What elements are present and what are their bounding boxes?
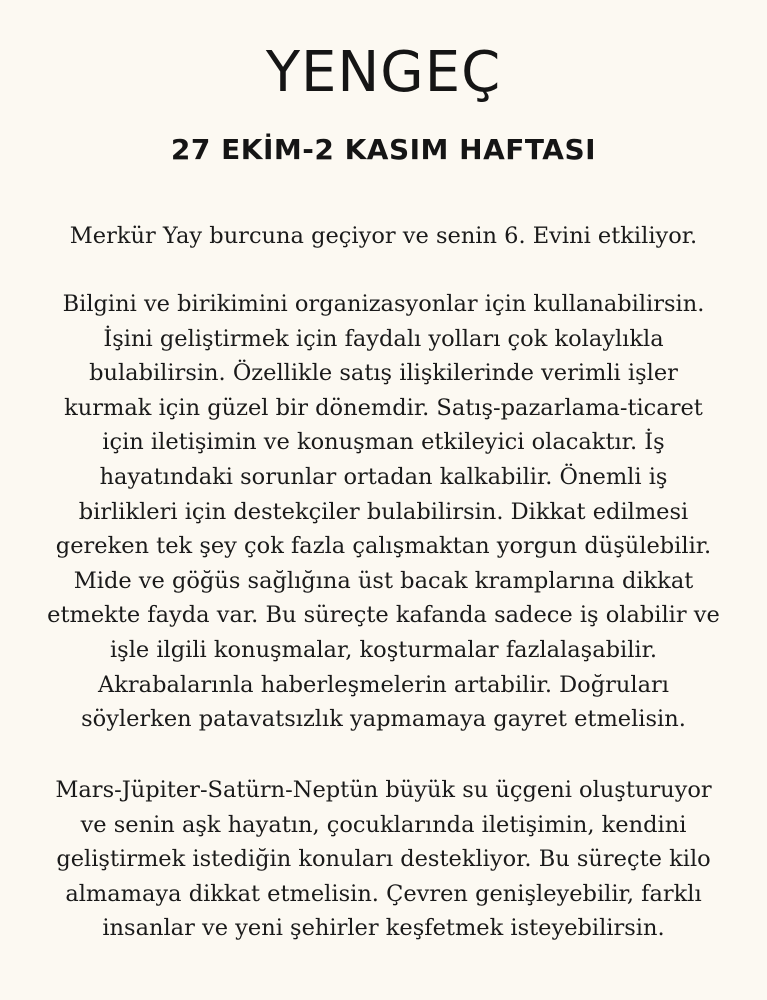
paragraph-line: işle ilgili konuşmalar, koşturmalar fazlalaşabilir. <box>109 636 658 663</box>
page-title: YENGEÇ <box>265 40 502 105</box>
paragraph-line: Mide ve göğüs sağlığına üst bacak kramplarına dikkat <box>73 567 694 594</box>
paragraph-line: Merkür Yay burcuna geçiyor ve senin 6. Evini etkiliyor. <box>69 223 698 249</box>
paragraph-line: Mars-Jüpiter-Satürn-Neptün büyük su üçgeni oluşturuyor <box>55 777 712 803</box>
paragraph-line: söylerken patavatsızlık yapmamaya gayret etmelisin. <box>81 706 686 733</box>
paragraph-line: etmekte fayda var. Bu süreçte kafanda sadece iş olabilir ve <box>47 602 720 629</box>
paragraph-line: gereken tek şey çok fazla çalışmaktan yorgun düşülebilir. <box>55 533 712 560</box>
paragraph-line: kurmak için güzel bir dönemdir. Satış-pazarlama-ticaret <box>64 394 703 421</box>
paragraph-line: İşini geliştirmek için faydalı yolları çok kolaylıkla <box>103 325 664 352</box>
paragraph-line: geliştirmek istediğin konuları destekliyor. Bu süreçte kilo <box>56 846 711 873</box>
paragraph-line: için iletişimin ve konuşman etkileyici olacaktır. İş <box>102 429 665 456</box>
paragraph-line: insanlar ve yeni şehirler keşfetmek isteyebilirsin. <box>102 915 665 942</box>
paragraph-2 <box>18 287 749 737</box>
paragraph-line: Akrabalarınla haberleşmelerin artabilir. Doğruları <box>98 671 669 698</box>
paragraph-line: hayatındaki sorunlar ortadan kalkabilir. Önemli iş <box>99 463 668 490</box>
paragraph-line: ve senin aşk hayatın, çocuklarında iletişimin, kendini <box>80 811 687 838</box>
paragraph-line: almamaya dikkat etmelisin. Çevren genişleyebilir, farklı <box>65 880 702 907</box>
paragraph-line: Bilgini ve birikimini organizasyonlar için kullanabilirsin. <box>62 291 705 317</box>
paragraph-line: bulabilirsin. Özellikle satış ilişkilerinde verimli işler <box>89 360 678 387</box>
paragraph-1 <box>18 219 749 254</box>
paragraph-3 <box>18 773 749 946</box>
page-subtitle: 27 EKİM-2 KASIM HAFTASI <box>170 133 597 166</box>
paragraph-line: birlikleri için destekçiler bulabilirsin. Dikkat edilmesi <box>78 498 689 525</box>
